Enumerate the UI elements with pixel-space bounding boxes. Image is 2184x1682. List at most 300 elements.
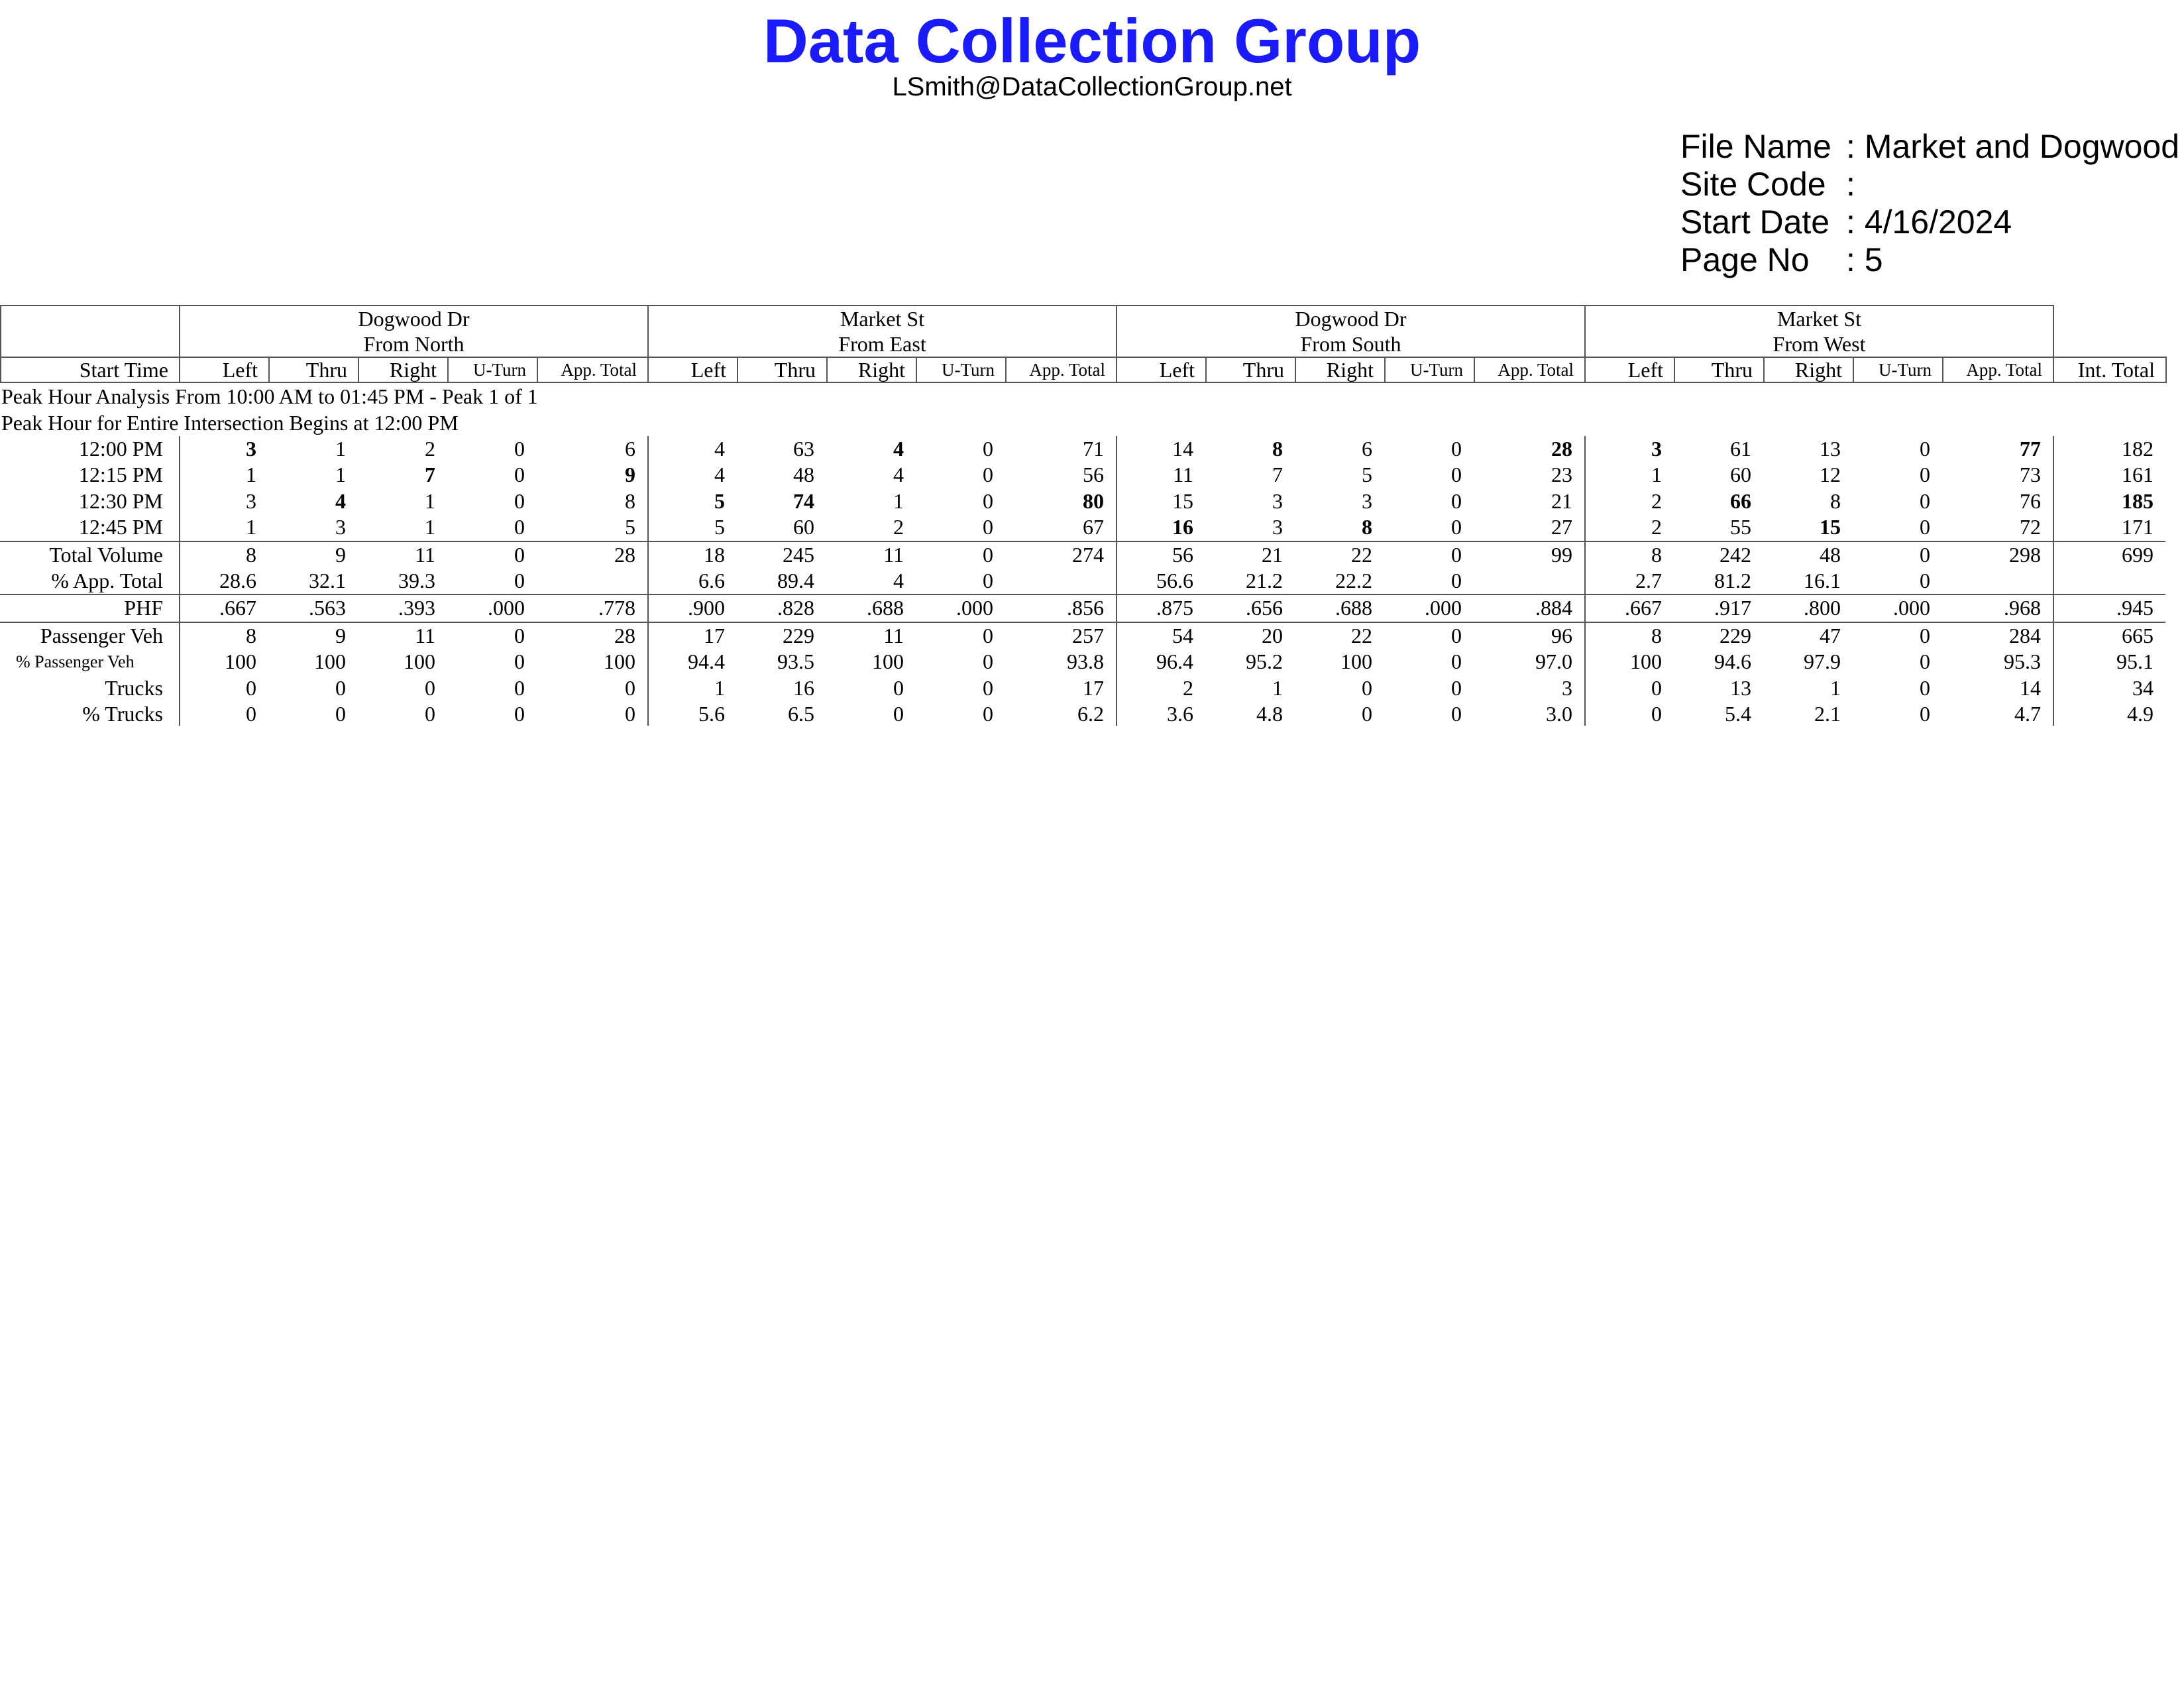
table-cell: 100 [1630, 649, 1662, 674]
table-cell: 96.4 [1156, 649, 1193, 674]
table-cell: 3 [1651, 437, 1662, 461]
table-cell: 60 [793, 515, 814, 539]
table-cell: 171 [2122, 515, 2154, 539]
table-cell: 18 [704, 542, 725, 567]
table-cell: 12 [1820, 463, 1841, 487]
table-cell: 28 [1551, 437, 1572, 461]
table-row [0, 462, 2168, 488]
table-cell: 0 [1920, 568, 1930, 592]
column-header-u-turn: U-Turn [916, 357, 1007, 383]
table-cell: 5 [1362, 463, 1372, 487]
table-cell: 5 [714, 515, 725, 539]
column-header-thru: Thru [1674, 357, 1765, 383]
table-cell: 100 [604, 649, 635, 674]
table-row [0, 514, 2168, 540]
table-cell: 2 [1651, 515, 1662, 539]
column-header-thru: Thru [1205, 357, 1296, 383]
table-cell: 93.5 [777, 649, 814, 674]
table-cell: 182 [2122, 437, 2154, 461]
meta-row [1680, 203, 2179, 241]
table-cell: 0 [514, 488, 525, 513]
table-cell: 22.2 [1335, 568, 1372, 592]
column-header-app-total: App. Total [1942, 357, 2054, 383]
table-cell: 8 [625, 488, 635, 513]
table-cell: 0 [1920, 675, 1930, 700]
approach-direction: From South [1300, 332, 1401, 356]
table-cell: 229 [1720, 623, 1751, 647]
table-cell: 7 [425, 463, 435, 487]
table-cell: 63 [793, 437, 814, 461]
table-cell: 0 [983, 542, 993, 567]
table-cell: 11 [883, 542, 904, 567]
table-cell: 74 [793, 488, 814, 513]
table-cell: 0 [425, 675, 435, 700]
column-separator [1116, 436, 1117, 726]
meta-row [1680, 128, 2179, 166]
table-cell: 2 [1183, 675, 1193, 700]
peak-hour-begins-note: Peak Hour for Entire Intersection Begins at 12:00 PM [1, 411, 459, 435]
company-email: LSmith@DataCollectionGroup.net [892, 72, 1292, 101]
header-blank-cell [0, 305, 180, 358]
table-cell: 0 [983, 437, 993, 461]
table-cell: 73 [2020, 463, 2041, 487]
table-cell: 81.2 [1714, 568, 1751, 592]
table-cell: 0 [1920, 701, 1930, 726]
table-row [0, 675, 2168, 701]
table-cell: 5.4 [1725, 701, 1751, 726]
table-cell: .393 [398, 596, 435, 620]
table-cell: 0 [1920, 488, 1930, 513]
table-cell: 665 [2122, 623, 2154, 647]
table-cell: 48 [1820, 542, 1841, 567]
column-header-u-turn: U-Turn [447, 357, 538, 383]
column-header-left: Left [179, 357, 270, 383]
table-cell: 66 [1730, 488, 1751, 513]
table-cell: 0 [1451, 542, 1462, 567]
table-cell: 3 [1562, 675, 1572, 700]
table-cell: 0 [1920, 515, 1930, 539]
table-cell: 245 [783, 542, 814, 567]
table-cell: 0 [246, 675, 256, 700]
table-cell: 3 [1362, 488, 1372, 513]
table-cell: .800 [1804, 596, 1841, 620]
table-cell: 15 [1172, 488, 1193, 513]
file-meta [1680, 128, 2179, 279]
table-cell: 0 [1920, 542, 1930, 567]
table-cell: 6 [1362, 437, 1372, 461]
table-cell: 5.6 [698, 701, 725, 726]
table-cell: 4 [893, 437, 904, 461]
table-cell: 15 [1820, 515, 1841, 539]
table-cell: 2 [425, 437, 435, 461]
table-cell: 28 [614, 542, 635, 567]
table-cell: 0 [893, 675, 904, 700]
table-cell: 0 [983, 649, 993, 674]
table-cell [537, 568, 635, 594]
table-cell: 39.3 [398, 568, 435, 592]
table-cell: 16 [793, 675, 814, 700]
table-cell: 4.9 [2127, 701, 2154, 726]
table-body [0, 436, 2168, 727]
row-label: 12:30 PM [78, 488, 163, 513]
table-cell: 97.9 [1804, 649, 1841, 674]
table-cell: .000 [956, 596, 993, 620]
meta-label: File Name [1680, 128, 1831, 165]
table-cell: 0 [335, 675, 346, 700]
table-cell: 32.1 [309, 568, 346, 592]
approach-street: Market St [1776, 307, 1862, 331]
table-cell: 27 [1551, 515, 1572, 539]
table-cell: 0 [983, 488, 993, 513]
table-cell: 0 [1451, 437, 1462, 461]
approach-direction: From West [1773, 332, 1866, 356]
column-header-app-total: App. Total [1474, 357, 1586, 383]
column-header-u-turn: U-Turn [1384, 357, 1475, 383]
table-cell: 22 [1351, 623, 1372, 647]
table-cell: 3.0 [1546, 701, 1572, 726]
table-cell: 6.2 [1077, 701, 1104, 726]
table-cell: 11 [1173, 463, 1193, 487]
table-cell: 56.6 [1156, 568, 1193, 592]
row-label: % App. Total [51, 568, 163, 592]
column-header-thru: Thru [737, 357, 828, 383]
table-row [0, 701, 2168, 727]
table-cell: 94.6 [1714, 649, 1751, 674]
table-cell: 3 [1272, 488, 1283, 513]
table-cell: 2 [893, 515, 904, 539]
table-cell: 1 [425, 488, 435, 513]
table-cell: 0 [425, 701, 435, 726]
table-cell: 8 [246, 623, 256, 647]
column-header-right: Right [826, 357, 917, 383]
table-cell: 17 [704, 623, 725, 647]
table-cell: .900 [688, 596, 725, 620]
table-cell: 0 [1451, 568, 1462, 592]
table-cell: 0 [1451, 515, 1462, 539]
table-cell: 22 [1351, 542, 1372, 567]
table-cell: 7 [1272, 463, 1283, 487]
table-cell: 699 [2122, 542, 2154, 567]
table-cell: 2.7 [1635, 568, 1662, 592]
table-cell: 3 [246, 437, 256, 461]
table-cell: 0 [1651, 701, 1662, 726]
table-cell: 13 [1730, 675, 1751, 700]
table-cell [1942, 568, 2041, 594]
meta-value: : 4/16/2024 [1846, 203, 2012, 241]
table-cell: 28.6 [219, 568, 256, 592]
table-cell: 11 [415, 542, 435, 567]
table-cell: 2 [1651, 488, 1662, 513]
table-cell: 95.2 [1246, 649, 1283, 674]
row-label: 12:15 PM [78, 463, 163, 487]
table-cell: 0 [625, 675, 635, 700]
table-cell: 0 [1451, 463, 1462, 487]
table-cell: .917 [1714, 596, 1751, 620]
table-cell: .656 [1246, 596, 1283, 620]
table-cell: 99 [1551, 542, 1572, 567]
table-cell: 80 [1083, 488, 1104, 513]
table-cell: .000 [1893, 596, 1930, 620]
table-cell: 8 [1651, 623, 1662, 647]
column-header-app-total: App. Total [537, 357, 649, 383]
peak-hour-analysis-note: Peak Hour Analysis From 10:00 AM to 01:45 PM - Peak 1 of 1 [1, 384, 538, 408]
table-cell: 9 [625, 463, 635, 487]
table-cell: 11 [415, 623, 435, 647]
table-cell [2053, 568, 2154, 594]
meta-value: : Market and Dogwood [1846, 128, 2180, 165]
table-cell: 0 [1451, 701, 1462, 726]
column-header-right: Right [358, 357, 449, 383]
table-cell: 72 [2020, 515, 2041, 539]
table-cell: 8 [1651, 542, 1662, 567]
table-cell: 0 [514, 463, 525, 487]
column-header-u-turn: U-Turn [1853, 357, 1943, 383]
table-cell: 274 [1072, 542, 1104, 567]
table-cell: 21 [1551, 488, 1572, 513]
table-row [0, 622, 2165, 649]
table-cell: 0 [1362, 675, 1372, 700]
column-header-left: Left [1584, 357, 1675, 383]
table-cell: 67 [1083, 515, 1104, 539]
table-cell: 21.2 [1246, 568, 1283, 592]
table-cell: 0 [625, 701, 635, 726]
table-row [0, 568, 2168, 594]
meta-row [1680, 241, 2179, 279]
table-cell: 0 [514, 701, 525, 726]
table-cell: 0 [1651, 675, 1662, 700]
table-cell: 1 [335, 437, 346, 461]
table-cell: 0 [514, 542, 525, 567]
int-total-header: Int. Total [2053, 357, 2167, 383]
table-cell: 48 [793, 463, 814, 487]
table-cell: 13 [1820, 437, 1841, 461]
table-cell: .688 [867, 596, 904, 620]
table-cell: 96 [1551, 623, 1572, 647]
approach-street: Dogwood Dr [1295, 307, 1407, 331]
table-row [0, 594, 2165, 621]
table-cell: 14 [1172, 437, 1193, 461]
table-cell: 0 [1362, 701, 1372, 726]
table-cell: 1 [714, 675, 725, 700]
company-title: Data Collection Group [763, 6, 1421, 76]
row-label: 12:00 PM [78, 437, 163, 461]
table-cell: 1 [1830, 675, 1841, 700]
table-cell: 6 [625, 437, 635, 461]
table-cell: 60 [1730, 463, 1751, 487]
table-cell: 93.8 [1067, 649, 1104, 674]
table-cell: 6.5 [788, 701, 814, 726]
table-cell: .856 [1067, 596, 1104, 620]
table-cell: 4 [714, 437, 725, 461]
table-cell: 61 [1730, 437, 1751, 461]
approach-street: Dogwood Dr [358, 307, 470, 331]
column-header-right: Right [1295, 357, 1386, 383]
column-header-app-total: App. Total [1005, 357, 1117, 383]
table-cell: .945 [2116, 596, 2154, 620]
table-cell: 76 [2020, 488, 2041, 513]
table-cell: 0 [1451, 649, 1462, 674]
approach-direction: From East [838, 332, 926, 356]
table-cell: .968 [2004, 596, 2041, 620]
table-cell: 23 [1551, 463, 1572, 487]
table-cell: 0 [983, 623, 993, 647]
column-separator [179, 436, 180, 726]
table-cell: .000 [1425, 596, 1462, 620]
column-header-right: Right [1763, 357, 1854, 383]
table-cell: 100 [1340, 649, 1372, 674]
table-cell: 8 [1830, 488, 1841, 513]
table-cell: 161 [2122, 463, 2154, 487]
table-row [0, 541, 2165, 568]
table-cell: 0 [1920, 463, 1930, 487]
table-cell: 1 [246, 463, 256, 487]
table-cell: 1 [425, 515, 435, 539]
meta-value: : [1846, 166, 1855, 203]
table-cell: 1 [893, 488, 904, 513]
row-label: Passenger Veh [40, 623, 163, 647]
table-cell: .884 [1535, 596, 1572, 620]
table-cell: 284 [2009, 623, 2041, 647]
table-cell: 0 [335, 701, 346, 726]
table-cell: 11 [883, 623, 904, 647]
table-cell: 0 [514, 437, 525, 461]
table-cell: 1 [335, 463, 346, 487]
table-cell [1005, 568, 1104, 594]
table-row [0, 649, 2168, 675]
column-separator [647, 436, 649, 726]
table-cell: 4 [893, 463, 904, 487]
table-cell: .667 [219, 596, 256, 620]
approach-header [647, 305, 1117, 358]
column-header-left: Left [647, 357, 738, 383]
table-cell: 3.6 [1167, 701, 1193, 726]
table-cell: 0 [246, 701, 256, 726]
table-cell: .778 [598, 596, 635, 620]
table-cell: 56 [1083, 463, 1104, 487]
table-cell: 1 [1272, 675, 1283, 700]
table-row [0, 488, 2168, 514]
table-cell: 4 [714, 463, 725, 487]
table-cell: 97.0 [1535, 649, 1572, 674]
table-cell: 5 [625, 515, 635, 539]
table-cell: 100 [404, 649, 435, 674]
table-cell: 0 [983, 675, 993, 700]
meta-label: Page No [1680, 241, 1810, 278]
table-cell: 0 [983, 463, 993, 487]
table-cell: 0 [1920, 649, 1930, 674]
table-cell: 95.3 [2004, 649, 2041, 674]
column-separator [1584, 436, 1586, 726]
peak-hour-report [0, 305, 2168, 727]
table-cell: 100 [314, 649, 346, 674]
table-cell: 0 [1451, 623, 1462, 647]
row-label: % Passenger Veh [16, 652, 135, 672]
approach-header [1584, 305, 2054, 358]
table-cell: 55 [1730, 515, 1751, 539]
row-label: % Trucks [82, 701, 163, 726]
table-cell: 0 [983, 515, 993, 539]
table-cell: 8 [1362, 515, 1372, 539]
table-cell: 14 [2020, 675, 2041, 700]
table-cell: 0 [514, 675, 525, 700]
table-cell: 8 [246, 542, 256, 567]
table-cell: 89.4 [777, 568, 814, 592]
column-separator [2053, 436, 2054, 726]
table-cell: 185 [2122, 488, 2154, 513]
table-cell: 16 [1172, 515, 1193, 539]
table-cell: 20 [1262, 623, 1283, 647]
meta-row [1680, 166, 2179, 203]
table-cell: 95.1 [2116, 649, 2154, 674]
table-cell: 0 [1920, 623, 1930, 647]
table-cell: 21 [1262, 542, 1283, 567]
approach-direction: From North [363, 332, 464, 356]
table-cell: 94.4 [688, 649, 725, 674]
table-cell: 8 [1272, 437, 1283, 461]
row-label: 12:45 PM [78, 515, 163, 539]
table-cell: 0 [514, 568, 525, 592]
table-cell: 100 [872, 649, 904, 674]
table-cell: 298 [2009, 542, 2041, 567]
table-cell: 4.7 [2014, 701, 2041, 726]
table-cell: 1 [1651, 463, 1662, 487]
table-cell: 4 [893, 568, 904, 592]
table-cell: 56 [1172, 542, 1193, 567]
table-cell: 0 [983, 568, 993, 592]
table-cell: 16.1 [1804, 568, 1841, 592]
start-time-header: Start Time [0, 357, 180, 383]
table-cell: 0 [514, 515, 525, 539]
table-cell: 6.6 [698, 568, 725, 592]
table-cell: 100 [225, 649, 256, 674]
table-cell: .000 [488, 596, 525, 620]
table-row [0, 436, 2168, 462]
meta-label: Start Date [1680, 203, 1830, 241]
table-cell: 0 [893, 701, 904, 726]
table-cell: 1 [246, 515, 256, 539]
approach-header [1116, 305, 1586, 358]
column-header-left: Left [1116, 357, 1207, 383]
approach-street: Market St [840, 307, 925, 331]
table-cell: 4 [335, 488, 346, 513]
approach-header [179, 305, 649, 358]
table-cell [1474, 568, 1572, 594]
table-cell: 77 [2020, 437, 2041, 461]
table-cell: 34 [2132, 675, 2154, 700]
table-cell: .688 [1335, 596, 1372, 620]
row-label: Total Volume [49, 542, 163, 567]
table-cell: 47 [1820, 623, 1841, 647]
meta-value: : 5 [1846, 241, 1883, 278]
table-cell: .828 [777, 596, 814, 620]
table-cell: 3 [335, 515, 346, 539]
row-label: PHF [124, 596, 163, 620]
meta-label: Site Code [1680, 166, 1826, 203]
table-cell: .875 [1156, 596, 1193, 620]
table-cell: 0 [514, 649, 525, 674]
table-cell: 257 [1072, 623, 1104, 647]
row-label: Trucks [105, 675, 163, 700]
table-cell: 5 [714, 488, 725, 513]
table-cell: 242 [1720, 542, 1751, 567]
table-cell: 0 [1451, 675, 1462, 700]
table-cell: 28 [614, 623, 635, 647]
table-cell: 0 [514, 623, 525, 647]
table-cell: 71 [1083, 437, 1104, 461]
table-cell: 0 [1920, 437, 1930, 461]
table-cell: 54 [1172, 623, 1193, 647]
table-cell: 9 [335, 623, 346, 647]
